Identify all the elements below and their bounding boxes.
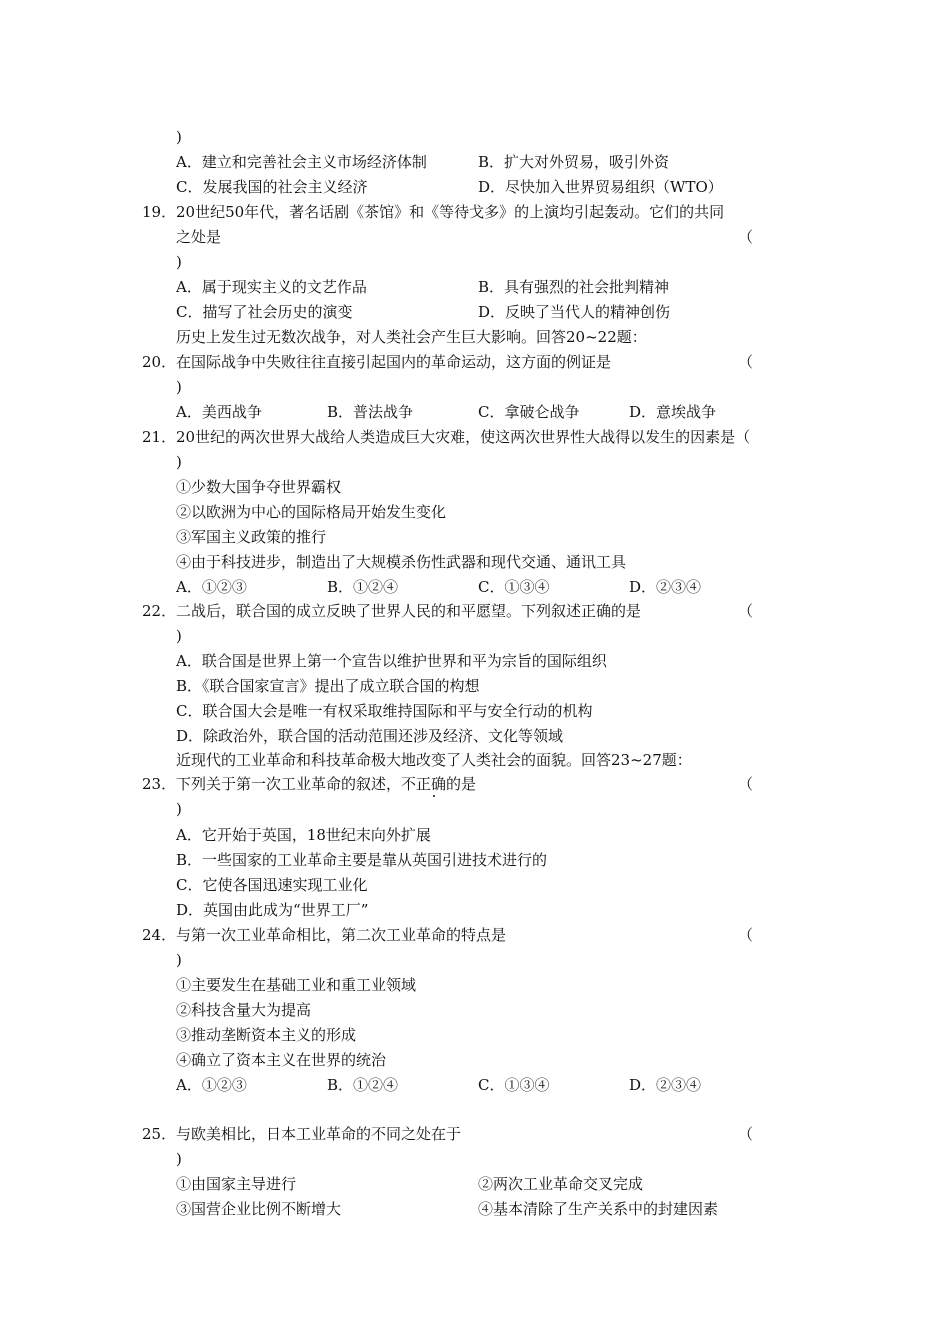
q22-option-d: D．除政治外，联合国的活动范围还涉及经济、文化等领域 xyxy=(176,727,564,745)
section-intro-23-27: 近现代的工业革命和科技革命极大地改变了人类社会的面貌。回答23~27题： xyxy=(176,751,692,769)
q25-open-paren: （ xyxy=(738,1125,754,1143)
q25-item-1: ①由国家主导进行 xyxy=(176,1175,297,1193)
q23-option-c: C．它使各国迅速实现工业化 xyxy=(176,876,368,894)
q21-number: 21． xyxy=(142,428,177,446)
q22-option-a: A．联合国是世界上第一个宣告以维护世界和平为宗旨的国际组织 xyxy=(176,652,607,670)
q25-item-4: ④基本清除了生产关系中的封建因素 xyxy=(478,1200,719,1218)
q23-number: 23． xyxy=(142,775,177,793)
q24-number: 24． xyxy=(142,926,177,944)
q20-number: 20． xyxy=(142,353,177,371)
q24-option-b: B．①②④ xyxy=(327,1076,399,1094)
q23-stem: 下列关于第一次工业革命的叙述，不正确的是 xyxy=(176,775,477,793)
q19-close-paren: ) xyxy=(176,253,182,271)
q20-option-a: A．美西战争 xyxy=(176,403,262,421)
q24-open-paren: （ xyxy=(738,926,754,944)
q21-option-d: D．②③④ xyxy=(629,578,702,596)
q24-stem: 与第一次工业革命相比，第二次工业革命的特点是 xyxy=(176,926,507,944)
q24-option-c: C．①③④ xyxy=(478,1076,550,1094)
q21-item-4: ④由于科技进步，制造出了大规模杀伤性武器和现代交通、通讯工具 xyxy=(176,553,627,571)
q21-stem: 20世纪的两次世界大战给人类造成巨大灾难，使这两次世界性大战得以发生的因素是（ xyxy=(176,428,751,446)
q18-option-a: A．建立和完善社会主义市场经济体制 xyxy=(176,153,427,171)
q20-option-c: C．拿破仑战争 xyxy=(478,403,580,421)
q25-item-3: ③国营企业比例不断增大 xyxy=(176,1200,342,1218)
q24-item-4: ④确立了资本主义在世界的统治 xyxy=(176,1051,387,1069)
q18-option-d: D．尽快加入世界贸易组织（WTO） xyxy=(478,178,723,196)
q20-open-paren: （ xyxy=(738,353,754,371)
q19-number: 19． xyxy=(142,203,177,221)
q20-close-paren: ) xyxy=(176,378,182,396)
q19-option-c: C．描写了社会历史的演变 xyxy=(176,303,353,321)
q25-number: 25． xyxy=(142,1125,177,1143)
q22-option-b: B．《联合国家宣言》提出了成立联合国的构想 xyxy=(176,677,480,695)
q21-option-a: A．①②③ xyxy=(176,578,247,596)
q23-option-b: B．一些国家的工业革命主要是靠从英国引进技术进行的 xyxy=(176,851,548,869)
q21-item-3: ③军国主义政策的推行 xyxy=(176,528,327,546)
emphasis-dot xyxy=(433,795,435,797)
q24-option-a: A．①②③ xyxy=(176,1076,247,1094)
q24-item-2: ②科技含量大为提高 xyxy=(176,1001,312,1019)
q20-stem: 在国际战争中失败往往直接引起国内的革命运动，这方面的例证是 xyxy=(176,353,612,371)
q21-option-c: C．①③④ xyxy=(478,578,550,596)
q23-option-d: D．英国由此成为“世界工厂” xyxy=(176,901,369,919)
q21-option-b: B．①②④ xyxy=(327,578,399,596)
q18-option-b: B．扩大对外贸易，吸引外资 xyxy=(478,153,670,171)
q23-option-a: A．它开始于英国，18世纪末向外扩展 xyxy=(176,826,431,844)
q22-stem: 二战后，联合国的成立反映了世界人民的和平愿望。下列叙述正确的是 xyxy=(176,602,642,620)
q18-close-paren: ) xyxy=(176,128,182,146)
q19-open-paren: （ xyxy=(738,228,754,246)
q19-stem-line2: 之处是 xyxy=(176,228,222,246)
q23-close-paren: ) xyxy=(176,800,182,818)
q21-item-1: ①少数大国争夺世界霸权 xyxy=(176,478,342,496)
section-intro-20-22: 历史上发生过无数次战争，对人类社会产生巨大影响。回答20~22题： xyxy=(176,328,647,346)
q24-option-d: D．②③④ xyxy=(629,1076,702,1094)
q22-option-c: C．联合国大会是唯一有权采取维持国际和平与安全行动的机构 xyxy=(176,702,593,720)
q22-number: 22． xyxy=(142,602,177,620)
q20-option-d: D．意埃战争 xyxy=(629,403,717,421)
q19-option-b: B．具有强烈的社会批判精神 xyxy=(478,278,670,296)
q20-option-b: B．普法战争 xyxy=(327,403,414,421)
q24-item-3: ③推动垄断资本主义的形成 xyxy=(176,1026,357,1044)
q22-open-paren: （ xyxy=(738,602,754,620)
q21-item-2: ②以欧洲为中心的国际格局开始发生变化 xyxy=(176,503,447,521)
q25-close-paren: ) xyxy=(176,1150,182,1168)
q24-item-1: ①主要发生在基础工业和重工业领域 xyxy=(176,976,417,994)
q18-option-c: C．发展我国的社会主义经济 xyxy=(176,178,368,196)
q25-item-2: ②两次工业革命交叉完成 xyxy=(478,1175,644,1193)
q23-open-paren: （ xyxy=(738,775,754,793)
q19-option-d: D．反映了当代人的精神创伤 xyxy=(478,303,671,321)
q25-stem: 与欧美相比，日本工业革命的不同之处在于 xyxy=(176,1125,462,1143)
q21-close-paren: ) xyxy=(176,453,182,471)
q19-option-a: A．属于现实主义的文艺作品 xyxy=(176,278,367,296)
q22-close-paren: ) xyxy=(176,627,182,645)
q24-close-paren: ) xyxy=(176,951,182,969)
q19-stem-line1: 20世纪50年代，著名话剧《茶馆》和《等待戈多》的上演均引起轰动。它们的共同 xyxy=(176,203,725,221)
